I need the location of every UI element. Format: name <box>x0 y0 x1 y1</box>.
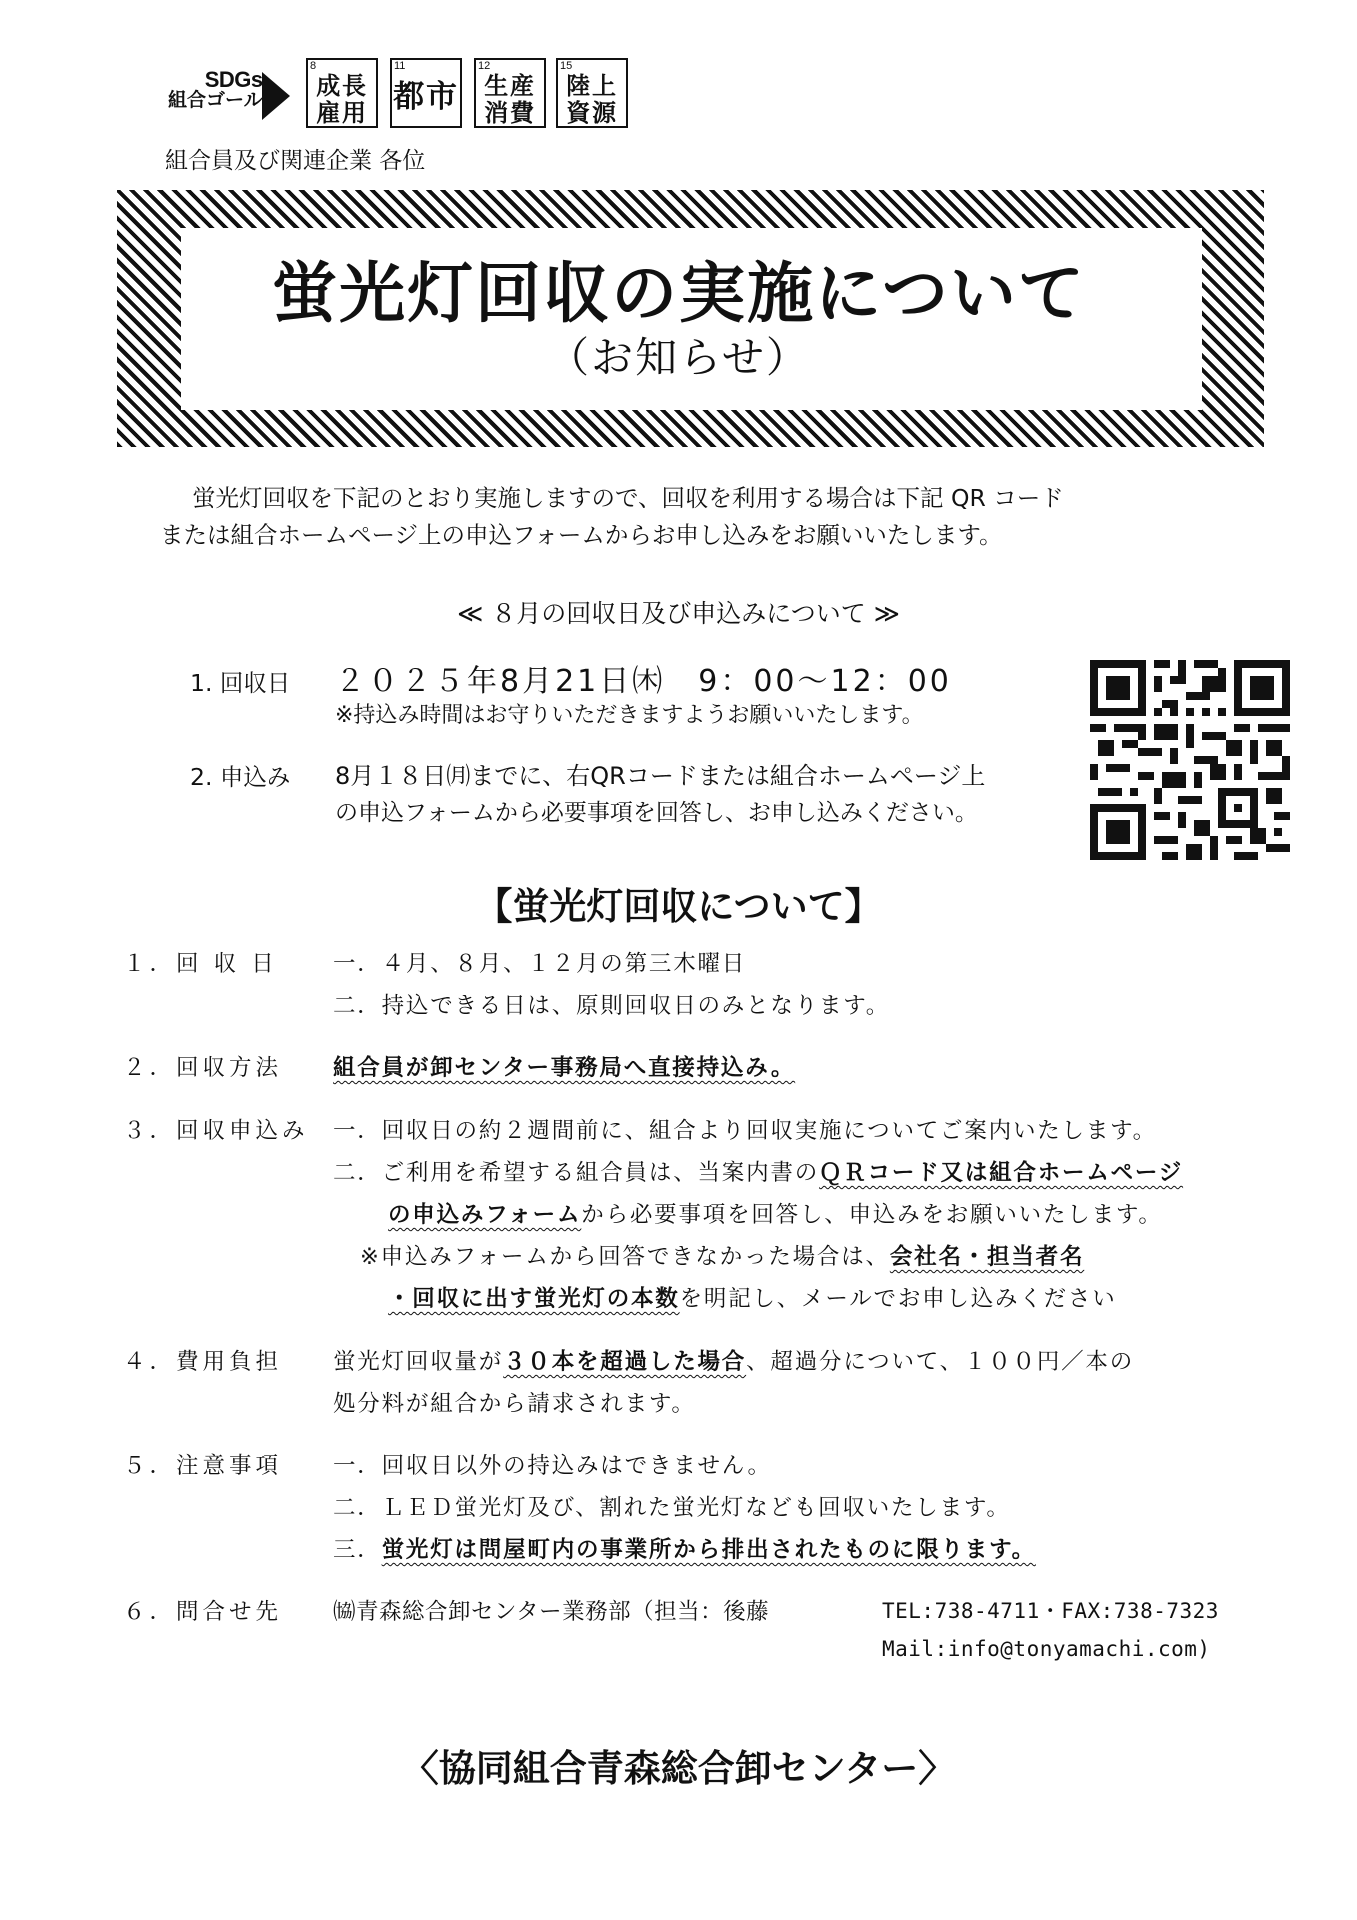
section-3-line-e: ・回収に出す蛍光灯の本数を明記し、メールでお申し込みください <box>388 1286 1117 1312</box>
contact-organization: ㈿青森総合卸センター業務部（担当：後藤 <box>333 1599 770 1625</box>
section-5-label: ５．注意事項 <box>123 1453 283 1479</box>
sdgs-goal-label: 組合ゴール <box>168 90 263 112</box>
section-6-label: ６．問合せ先 <box>123 1599 283 1625</box>
application-deadline: 8月１８日㈪までに、右QRコードまたは組合ホームページ上 <box>335 762 986 790</box>
section-3-line-a: 一．回収日の約２週間前に、組合より回収実施についてご案内いたします。 <box>333 1118 1157 1144</box>
section-1-line-b: 二．持込できる日は、原則回収日のみとなります。 <box>333 993 891 1019</box>
goal-number: 8 <box>310 60 317 72</box>
play-arrow-icon <box>262 72 290 120</box>
intro-paragraph <box>160 480 1240 554</box>
sdgs-label <box>168 68 263 111</box>
section-4-line-2: 処分料が組合から請求されます。 <box>333 1391 696 1417</box>
goal-number: 11 <box>394 60 406 72</box>
collection-datetime: ２０２５年8月21日㈭ 9：00～12：00 <box>335 664 952 699</box>
section-3-label: ３．回収申込み <box>123 1118 309 1144</box>
goal-text: 都市 <box>393 79 459 115</box>
intro-line-2: または組合ホームページ上の申込フォームからお申し込みをお願いいたします。 <box>160 521 1003 549</box>
sdgs-goal-12 <box>474 58 546 128</box>
section-2-label: ２．回収方法 <box>123 1055 283 1081</box>
section-3-line-d: ※申込みフォームから回答できなかった場合は、会社名・担当者名 <box>360 1244 1085 1270</box>
collection-note: ※持込み時間はお守りいただきますようお願いいたします。 <box>335 703 924 728</box>
contact-email[interactable]: Mail:info@tonyamachi.com) <box>882 1637 1211 1661</box>
details-heading: 【蛍光灯回収について】 <box>475 885 882 928</box>
intro-line-1: 蛍光灯回収を下記のとおり実施しますので、回収を利用する場合は下記 QR コード <box>192 484 1064 512</box>
section-4-line-1: 蛍光灯回収量が３０本を超過した場合、超過分について、１００円／本の <box>333 1349 1135 1375</box>
goal-text: 陸上 資源 <box>566 72 618 127</box>
goal-number: 15 <box>560 60 573 72</box>
section-5-line-c: 三．蛍光灯は問屋町内の事業所から排出されたものに限ります。 <box>333 1537 1036 1563</box>
page-subtitle: （お知らせ） <box>547 333 810 382</box>
application-instructions: の申込フォームから必要事項を回答し、お申し込みください。 <box>335 800 978 826</box>
section-2-text: 組合員が卸センター事務局へ直接持込み。 <box>333 1055 796 1081</box>
section-4-label: ４．費用負担 <box>123 1349 283 1375</box>
contact-phone-fax[interactable]: TEL:738-4711・FAX:738-7323 <box>882 1599 1219 1623</box>
page-title: 蛍光灯回収の実施について <box>271 255 1086 332</box>
goal-text: 生産 消費 <box>484 72 536 127</box>
section-1-line-a: 一．４月、８月、１２月の第三木曜日 <box>333 951 747 977</box>
sdgs-text: SDGs <box>204 67 263 92</box>
section-5-line-a: 一．回収日以外の持込みはできません。 <box>333 1453 772 1479</box>
goal-text: 成長 雇用 <box>316 72 368 127</box>
august-item2-label: 2. 申込み <box>190 763 291 791</box>
sdgs-goal-15 <box>556 58 628 128</box>
sdgs-goal-8 <box>306 58 378 128</box>
section-1-label: １．回 収 日 <box>123 951 278 977</box>
august-heading: ≪ ８月の回収日及び申込みについて ≫ <box>457 599 900 628</box>
section-3-line-b: 二．ご利用を希望する組合員は、当案内書のＱＲコード又は組合ホームページ <box>333 1160 1184 1186</box>
august-item1-label: 1. 回収日 <box>190 669 291 697</box>
section-5-line-b: 二．ＬＥＤ蛍光灯及び、割れた蛍光灯なども回収いたします。 <box>333 1495 1011 1521</box>
section-3-line-c: の申込みフォームから必要事項を回答し、申込みをお願いいたします。 <box>388 1202 1163 1228</box>
footer-organization: 〈協同組合青森総合卸センター〉 <box>401 1747 956 1790</box>
qr-code[interactable] <box>1090 660 1290 860</box>
addressee: 組合員及び関連企業 各位 <box>165 148 426 174</box>
sdgs-goal-11 <box>390 58 462 128</box>
goal-number: 12 <box>478 60 491 72</box>
